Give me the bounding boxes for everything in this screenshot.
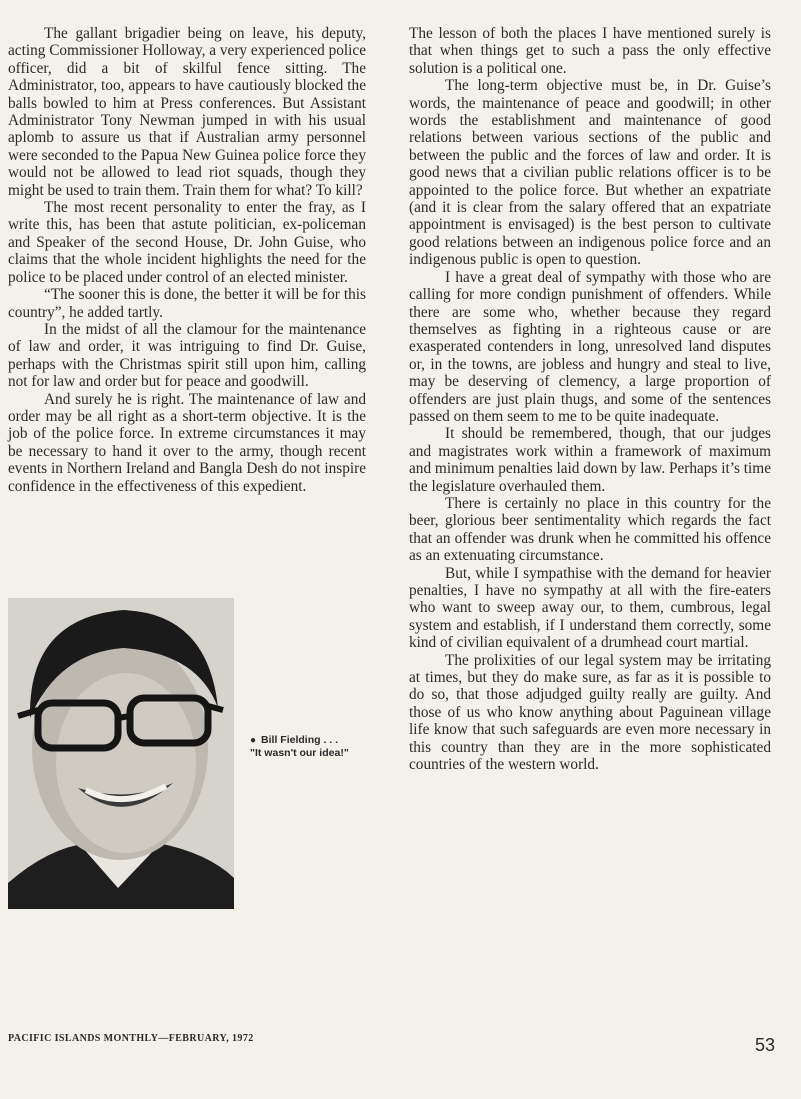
paragraph: And surely he is right. The maintenance of law and order may be all right as a short-term objective. It is the job of the police force. In extreme circumstances it may be necessary to hand it over to the army, though recent events in Northern Ireland and Bangla Desh do not inspire confidence in the effectiveness of this expedient. bbox=[8, 390, 366, 495]
paragraph: The lesson of both the places I have mentioned surely is that when things get to such a pass the only effective solution is a political one. bbox=[409, 25, 771, 77]
paragraph: But, while I sympathise with the demand for heavier penalties, I have no sympathy at all with the fire-eaters who want to sweep away our, to them, cumbrous, legal system and establish, if I understand them correctly, some kind of civilian equivalent of a drumhead court martial. bbox=[409, 564, 771, 652]
portrait-photo bbox=[8, 598, 234, 909]
paragraph: The prolixities of our legal system may be irritating at times, but they do make sure, as far as it is possible to do so, that those adjudged guilty really are guilty. And those of us who know anything about Paguinean village life know that such safeguards are even more necessary in this country than they are in the more sophisticated countries of the western world. bbox=[409, 651, 771, 774]
page-number: 53 bbox=[754, 1035, 775, 1055]
paragraph: It should be remembered, though, that our judges and magistrates work within a framework of maximum and minimum penalties laid down by law. Perhaps it’s time the legislature overhauled them. bbox=[409, 425, 771, 495]
paragraph: The long-term objective must be, in Dr. Guise’s words, the maintenance of peace and goodwill; in other words the establishment and maintenance of good relations between various sections of the public and between the public and the forces of law and order. It is good news that a civilian public relations officer is to be appointed to the police force. But whether an expatriate (and it is clear from the salary offered that an expatriate appointment is envisaged) is the best person to cultivate good relations between an indigenous police force and an indigenous public is open to question. bbox=[409, 77, 771, 269]
paragraph: I have a great deal of sympathy with those who are calling for more condign punishment of offenders. While there are some who, whether because they regard themselves as fighting in a righteous cause or are exasperated contenders in long, unresolved land disputes or, in the towns, are jobless and hungry and steal to live, may be deserving of clemency, a large proportion of offenders are just plain thugs, and some of the sentences passed on them seem to me to be quite inadequate. bbox=[409, 268, 771, 425]
paragraph: There is certainly no place in this country for the beer, glorious beer sentimentality which regards the fact that an offender was drunk when he committed his offence as an extenuating circumstance. bbox=[409, 494, 771, 565]
bullet-icon: ● bbox=[250, 735, 257, 746]
paragraph: In the midst of all the clamour for the maintenance of law and order, it was intriguing to find Dr. Guise, perhaps with the Christmas spirit still upon him, calling not for law and order but for peace and goodwill. bbox=[8, 320, 366, 391]
paragraph: The most recent personality to enter the fray, as I write this, has been that astute politician, ex-policeman and Speaker of the second House, Dr. John Guise, who claims that the whole incident highlights the need for the police to be placed under control of an elected minister. bbox=[8, 199, 366, 286]
right-column bbox=[409, 25, 771, 773]
paragraph: The gallant brigadier being on leave, his deputy, acting Commissioner Holloway, a very experienced police officer, did a bit of skilful fence sitting. The Administrator, too, appears to have cautiously blocked the balls bowled to him at Press conferences. But Assistant Administrator Tony Newman jumped in with his usual aplomb to assure us that if Australian army personnel were seconded to the Papua New Guinea police force they would not be allowed to lead riot squads, though they might be used to train them. Train them for what? To kill? bbox=[8, 25, 366, 199]
caption-quote: "It wasn't our idea!" bbox=[250, 747, 349, 759]
caption-name: Bill Fielding . . . bbox=[261, 734, 339, 746]
photo-caption bbox=[250, 734, 375, 760]
left-column bbox=[8, 25, 366, 495]
portrait-illustration bbox=[8, 598, 234, 909]
paragraph: “The sooner this is done, the better it will be for this country”, he added tartly. bbox=[8, 286, 366, 321]
publication-footer: PACIFIC ISLANDS MONTHLY—FEBRUARY, 1972 bbox=[8, 1033, 254, 1044]
